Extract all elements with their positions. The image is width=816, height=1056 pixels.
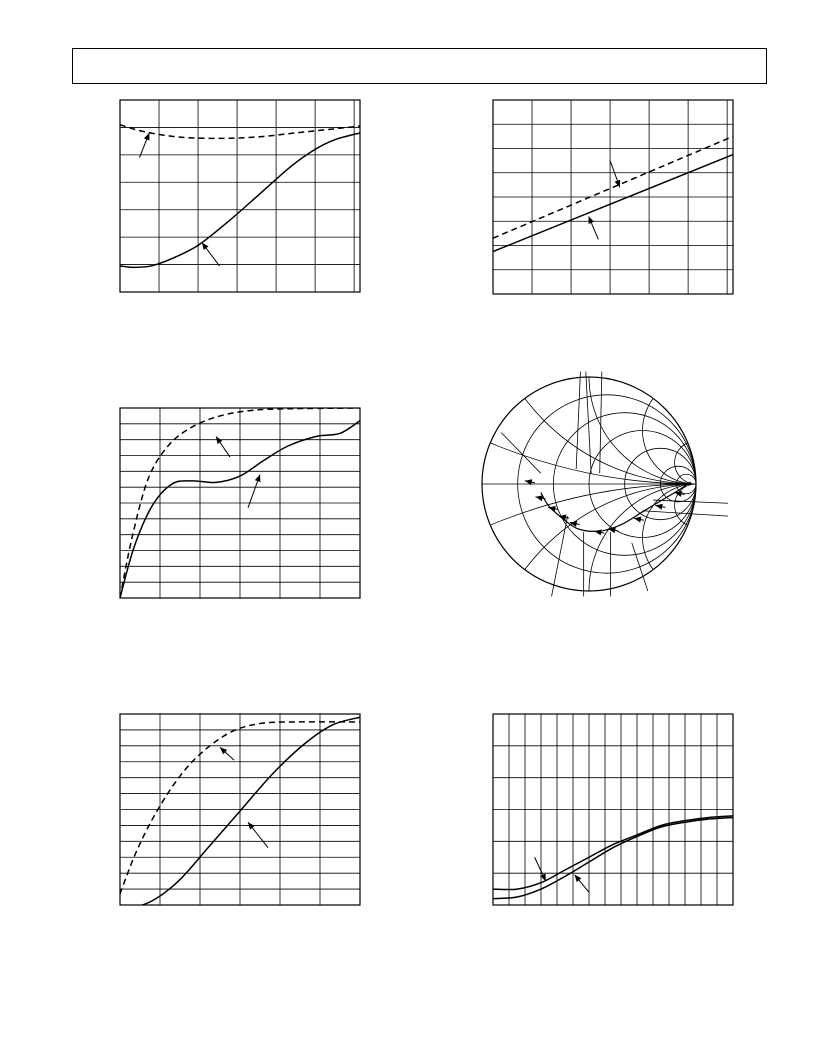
impedance-trace	[541, 482, 691, 531]
smith-grid	[161, 0, 816, 1056]
pointer-line	[643, 511, 729, 516]
marker-arrow-2-head	[536, 495, 543, 501]
reactance-arc	[589, 270, 803, 484]
pointer-line	[632, 543, 648, 591]
reactance-arc	[482, 56, 816, 484]
pointer-line	[576, 372, 580, 469]
marker-arrow-9-head	[655, 504, 662, 510]
reactance-arc	[589, 484, 803, 698]
reactance-arc	[161, 484, 816, 1056]
reactance-arc	[482, 484, 816, 912]
reactance-arc	[161, 0, 816, 484]
pointer-line	[586, 372, 591, 474]
pointer-line	[600, 372, 602, 474]
marker-arrow-8-head	[634, 517, 641, 523]
marker-arrow-6-head	[594, 530, 601, 536]
reactance-arc	[643, 377, 750, 484]
pointer-line	[501, 433, 541, 474]
